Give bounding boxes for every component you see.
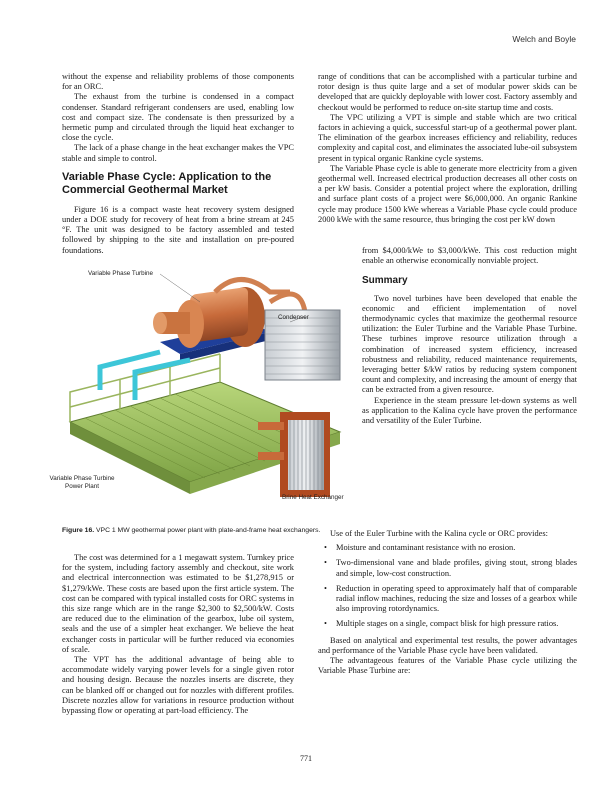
paragraph: The VPT has the additional advantage of being able to accommodate widely varying power levels for a single given rotor and housing design. Because the nozzles inserts are discrete, they can be blanked off or changed out for nozzles with different profiles. Discrete nozzles allow for variations in resource production without bypassing flow or operating at part-load efficiency. The bbox=[62, 655, 294, 716]
label-power-plant bbox=[42, 475, 122, 490]
running-head: Welch and Boyle bbox=[512, 34, 576, 44]
paragraph: without the expense and reliability problems of those components for an ORC. bbox=[62, 72, 294, 92]
paragraph: The exhaust from the turbine is condensed in a compact condenser. Standard refrigerant condensers are used, enabling low cost and compact size. The condensate is then pressurized by a hermetic pump and circulated through the liquid heat exchanger to close the cycle. bbox=[62, 92, 294, 143]
paragraph: Two novel turbines have been developed that enable the economic and efficient implementation of novel thermodynamic cycles that maximize the geothermal resource utilization: the Euler Turbine and the Variable Phase Turbine. These turbines improve resource utilization through a combination of increased system efficiency, increased robustness and reliability, reduced maintenance requirements, leveraging better $/kW ratios by reducing system component count and complexity, and increasing the amount of energy that can be extracted from a given resource. bbox=[362, 293, 577, 395]
paragraph: The advantageous features of the Variable Phase cycle utilizing the Variable Phase Turbine are: bbox=[318, 656, 577, 676]
paragraph: Based on analytical and experimental test results, the power advantages and performance of the Variable Phase cycle have been validated. bbox=[318, 635, 577, 655]
label-line: Power Plant bbox=[65, 482, 99, 490]
right-column-bottom bbox=[318, 529, 577, 676]
list-item: • Moisture and contaminant resistance with no erosion. bbox=[318, 543, 577, 553]
label-brine-heat-exchanger: Brine Heat Exchanger bbox=[282, 494, 344, 501]
list-item: • Reduction in operating speed to approximately half that of comparable radial inflow machines, reducing the size and losses of a gearbox while also improving rotordynamics. bbox=[318, 584, 577, 615]
figure-power-plant bbox=[40, 272, 352, 516]
bullet-list bbox=[318, 543, 577, 629]
paragraph: The Variable Phase cycle is able to generate more electricity from a given geothermal well. Increased electrical production decreases all other costs on a per kW basis. Consider a potential project where the exploration, drilling and surface plant costs of a project were $6,000,000. An organic Rankine cycle may produce 1500 kWe whereas a Variable Phase cycle could produce 2000 kWe with the same resource, thus bringing the cost per kW down bbox=[318, 163, 577, 224]
paragraph: The lack of a phase change in the heat exchanger makes the VPC stable and simple to control. bbox=[62, 143, 294, 163]
list-item: • Two-dimensional vane and blade profiles, giving stout, strong blades and simple, low-cost construction. bbox=[318, 558, 577, 578]
label-line: Variable Phase Turbine bbox=[49, 475, 115, 482]
left-column-bottom bbox=[62, 553, 294, 716]
section-heading: Variable Phase Cycle: Application to the Commercial Geothermal Market bbox=[62, 170, 272, 197]
paragraph: The VPC utilizing a VPT is simple and stable which are two critical factors in achieving a quick, successful start-up of a geothermal power plant. The elimination of the gearbox increases efficiency and reliability, reduces complexity and capital cost, and eliminates the associated lube-oil subsystem present in typical organic Rankine cycle systems. bbox=[318, 112, 577, 163]
paragraph: from $4,000/kWe to $3,000/kWe. This cost reduction might enable an otherwise economically nonviable project. bbox=[362, 246, 577, 266]
left-column-top bbox=[62, 72, 294, 256]
figure-caption bbox=[62, 527, 352, 536]
paragraph: range of conditions that can be accomplished with a particular turbine and rotor design is thus quite large and a set of modular power skids can be developed that are quickly deployable with lower cost. Factory assembly and checkout would be performed to reduce on-site startup time and costs. bbox=[318, 72, 577, 112]
caption-text: VPC 1 MW geothermal power plant with plate-and-frame heat exchangers. bbox=[94, 527, 321, 534]
list-item: • Multiple stages on a single, compact blisk for high pressure ratios. bbox=[318, 619, 577, 629]
paragraph: Experience in the steam pressure let-down systems as well as application to the Kalina cycle have proven the performance and versatility of the Euler Turbine. bbox=[362, 395, 577, 426]
wrap-column bbox=[362, 246, 577, 426]
label-condenser: Condenser bbox=[278, 314, 309, 321]
paragraph: Figure 16 is a compact waste heat recovery system designed under a DOE study for recovery of heat from a brine stream at 245 °F. The unit was designed to be factory assembled and tested followed by shipping to the site and installation on pre-poured foundations. bbox=[62, 204, 294, 255]
paragraph: The cost was determined for a 1 megawatt system. Turnkey price for the system, including factory assembly and checkout, site work and electrical interconnection was estimated to be $1,278,915 or $1,279/kWe. These costs are based upon the first article system. The cost can be compared with typical installed costs for ORC systems in this size range which are in the range $2,300 to $2,500/kW. Costs are reduced due to the elimination of the gearbox, lube oil system, seals and the use of a simpler heat exchanger. We believe the heat exchanger costs in particular will be further reduced via economies of scale. bbox=[62, 553, 294, 654]
label-variable-phase-turbine: Variable Phase Turbine bbox=[88, 270, 153, 277]
summary-heading: Summary bbox=[362, 275, 408, 287]
right-column-top bbox=[318, 72, 577, 225]
paragraph: Use of the Euler Turbine with the Kalina cycle or ORC provides: bbox=[330, 529, 548, 538]
caption-label: Figure 16. bbox=[62, 527, 95, 534]
page-number: 771 bbox=[300, 754, 312, 763]
